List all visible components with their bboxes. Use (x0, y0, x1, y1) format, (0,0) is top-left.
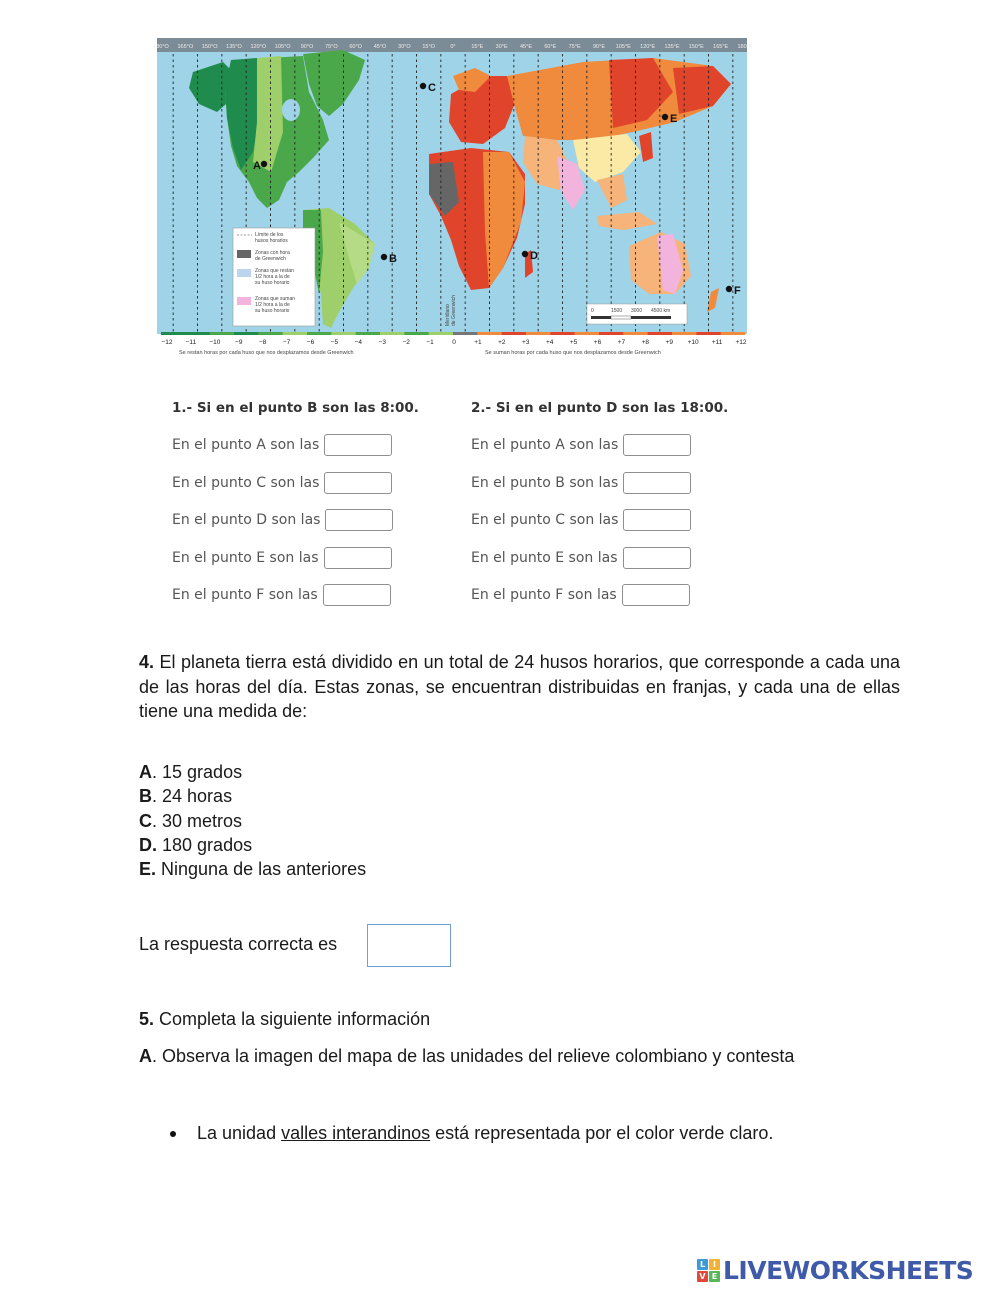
logo-cell: V (697, 1271, 708, 1282)
exercise-2-row-label: En el punto B son las (471, 474, 619, 491)
zone-strip-segment (648, 332, 673, 335)
exercise-1-row (172, 582, 419, 608)
map-scale (587, 304, 687, 324)
degree-label: 120°E (640, 44, 656, 50)
exercise-1-row-label: En el punto E son las (172, 549, 319, 566)
zone-strip-segment (526, 332, 551, 335)
map-footer-left: Se restan horas por cada huso que nos desplazamos desde Greenwich (179, 350, 354, 356)
time-zone-map (153, 32, 753, 364)
part-a-letter: A (139, 1046, 152, 1066)
degree-label: 105°O (274, 44, 291, 50)
degree-label: 30°O (398, 44, 411, 50)
hudson-bay (282, 99, 300, 121)
zone-number: +3 (522, 339, 530, 346)
question-5-number: 5. (139, 1009, 155, 1029)
exercise-2-row (471, 507, 728, 533)
zone-numbers (161, 339, 746, 346)
point-f-label: F (734, 285, 741, 297)
option-a (139, 760, 366, 784)
exercise-2-answer-input[interactable] (622, 584, 690, 606)
bullet-underlined: valles interandinos (281, 1123, 431, 1143)
exercise-1-row (172, 507, 419, 533)
exercise-1-answer-input[interactable] (324, 472, 392, 494)
logo-cell: E (709, 1271, 720, 1282)
zone-strip-segment (477, 332, 502, 335)
exercise-1-rows (172, 432, 419, 608)
zone-number: +2 (498, 339, 506, 346)
zone-number: −12 (161, 339, 173, 346)
exercise-2-row-label: En el punto E son las (471, 549, 618, 566)
option-letter: A (139, 762, 152, 782)
zone-strip-segment (307, 332, 332, 335)
zone-number: −4 (354, 339, 363, 346)
zone-number: −8 (258, 339, 267, 346)
exercise-1-row-label: En el punto C son las (172, 474, 320, 491)
exercise-1-row-label: En el punto D son las (172, 512, 321, 528)
map-legend (233, 228, 315, 326)
zone-number: +7 (617, 339, 626, 346)
zone-number: +6 (593, 339, 602, 346)
zone-number: +10 (687, 339, 699, 346)
zone-number: +1 (474, 339, 482, 346)
zone-strip-segment (599, 332, 624, 335)
logo-mark (697, 1259, 720, 1282)
scale-label-2: 3000 (631, 308, 643, 314)
zone-strip-segment (623, 332, 648, 335)
degree-label: 90°O (300, 44, 314, 50)
zone-strip-segment (502, 332, 527, 335)
point-d-dot (522, 251, 528, 257)
question-5-title (139, 1007, 430, 1032)
legend-border-title-2: husos horarios (255, 238, 288, 244)
option-b (139, 784, 366, 808)
bullet-suffix: está representada por el color verde claro. (430, 1123, 774, 1143)
exercise-1-row (172, 545, 419, 571)
degree-label: 165°E (713, 44, 729, 50)
point-c-dot (420, 83, 426, 89)
zone-strip-segment (380, 332, 405, 335)
legend-gmt-line-1: Zonas con hora (255, 250, 290, 256)
logo-cell: L (697, 1259, 708, 1270)
zone-strip-segment (696, 332, 721, 335)
degree-label: 165°O (177, 44, 194, 50)
zone-number: +5 (569, 339, 578, 346)
option-sep: . (152, 762, 163, 782)
point-e-label: E (670, 113, 678, 125)
degree-label: 75°O (325, 44, 338, 50)
time-zone-map-svg (153, 32, 753, 364)
zone-strip-segment (404, 332, 429, 335)
option-c (139, 809, 366, 833)
exercise-1-answer-input[interactable] (324, 547, 392, 569)
logo-cell: I (709, 1259, 720, 1270)
exercise-1-answer-input[interactable] (324, 434, 392, 456)
zone-number: −9 (235, 339, 243, 346)
answer-input[interactable] (367, 924, 451, 967)
degree-label: 15°E (471, 44, 484, 50)
answer-label: La respuesta correcta es (139, 934, 338, 954)
option-sep: . (152, 786, 163, 807)
zone-number: −6 (306, 339, 315, 346)
option-letter: D. (139, 834, 157, 855)
zone-number: 0 (452, 339, 456, 346)
option-d (139, 833, 366, 857)
exercise-2-row-label: En el punto A son las (471, 437, 619, 453)
exercise-2-row (471, 432, 728, 458)
bullet-item (197, 1121, 773, 1146)
zone-strip-segment (185, 332, 210, 335)
degree-label: 150°E (688, 44, 704, 50)
scale-label-3: 4500 km (651, 308, 671, 314)
zone-color-strip (161, 332, 745, 335)
zone-strip-segment (672, 332, 697, 335)
degree-label: 90°E (593, 44, 605, 50)
zone-strip-segment (283, 332, 308, 335)
exercise-1-title: 1.- Si en el punto B son las 8:00. (172, 400, 419, 416)
option-sep: . (152, 810, 163, 831)
zone-number: −11 (185, 339, 197, 346)
degree-label: 120°O (250, 44, 267, 50)
degree-label: 15°O (422, 44, 435, 50)
exercise-2-answer-input[interactable] (623, 434, 691, 456)
exercise-2-row (471, 470, 728, 496)
meridian-label-1: Meridiano (445, 304, 451, 326)
meridian-label-2: de Greenwich (451, 295, 457, 326)
degree-label: 180°O (153, 44, 169, 50)
option-text: 15 grados (162, 762, 243, 782)
legend-border-title-1: Límite de los (255, 232, 284, 238)
degree-label: 60°O (349, 44, 362, 50)
point-d-label: D (530, 250, 538, 262)
degree-label: 180°E (737, 44, 753, 50)
zone-strip-segment (234, 332, 259, 335)
zone-number: +8 (641, 339, 650, 346)
zone-strip-segment (258, 332, 283, 335)
legend-plus-line-3: su huso horario (255, 308, 290, 314)
option-letter: C (139, 810, 152, 831)
exercise-2-rows (471, 432, 728, 608)
question-5-part-a (139, 1044, 794, 1069)
zone-number: −5 (330, 339, 339, 346)
map-footer-right: Se suman horas por cada huso que nos desplazamos desde Greenwich (485, 350, 661, 356)
option-text: Ninguna de las anteriores (161, 859, 367, 880)
question-4-text (139, 650, 900, 724)
exercise-1-row-label: En el punto F son las (172, 587, 318, 603)
zone-number: −7 (282, 339, 291, 346)
exercise-2-row (471, 582, 728, 608)
exercise-1-row-label: En el punto A son las (172, 437, 320, 453)
degree-label: 105°E (615, 44, 631, 50)
part-a-text: . Observa la imagen del mapa de las unidades del relieve colombiano y contesta (152, 1046, 795, 1066)
degree-label: 75°E (568, 44, 581, 50)
zone-number: −10 (209, 339, 221, 346)
zone-number: −1 (426, 339, 434, 346)
option-text: 180 grados (162, 834, 253, 855)
legend-minus-line-3: su huso horario (255, 280, 290, 286)
scale-label-0: 0 (591, 308, 594, 314)
degree-label: 150°O (201, 44, 218, 50)
exercise-1-answer-input[interactable] (325, 509, 393, 531)
exercise-1-row (172, 432, 419, 458)
exercise-1-row (172, 470, 419, 496)
point-b-label: B (389, 253, 397, 265)
zone-strip-segment (453, 332, 478, 335)
option-letter: E. (139, 859, 157, 880)
option-letter: B (139, 786, 152, 807)
legend-plus-line-1: Zonas que suman (255, 296, 296, 302)
zone-strip-segment (161, 332, 186, 335)
zone-number: +4 (545, 339, 554, 346)
point-c-label: C (428, 82, 436, 94)
point-e-dot (662, 114, 668, 120)
exercise-2-row-label: En el punto C son las (471, 512, 619, 528)
zone-number: +11 (711, 339, 723, 346)
option-e (139, 857, 366, 881)
degree-label: 0° (450, 44, 456, 50)
zone-number: +12 (735, 339, 747, 346)
zone-strip-segment (210, 332, 235, 335)
legend-minus-line-2: 1/2 hora a la de (255, 274, 290, 280)
legend-plus-line-2: 1/2 hora a la de (255, 302, 290, 308)
point-a-dot (261, 161, 267, 167)
bullet-dot (170, 1131, 176, 1137)
zone-strip-segment (575, 332, 600, 335)
zone-strip-segment (356, 332, 381, 335)
question-4-number: 4. (139, 652, 155, 672)
option-text: 30 metros (162, 810, 243, 831)
zone-number: −2 (402, 339, 410, 346)
bullet-prefix: La unidad (197, 1123, 282, 1143)
exercise-1 (172, 400, 419, 608)
question-4-body: El planeta tierra está dividido en un total de 24 husos horarios, que corresponde a cada una de las horas del día. Estas zonas, se encuentran distribuidas en franjas, y cada una de ellas tiene una medida de: (139, 652, 900, 721)
point-f-dot (726, 286, 732, 292)
zone-strip-segment (550, 332, 575, 335)
question-5-title-text: Completa la siguiente información (159, 1009, 431, 1029)
zone-strip-segment (331, 332, 356, 335)
degree-label: 135°E (664, 44, 680, 50)
legend-minus-line-1: Zonas que restan (255, 268, 294, 274)
zone-number: +9 (665, 339, 673, 346)
exercise-2-row-label: En el punto F son las (471, 587, 617, 603)
exercise-2 (471, 400, 728, 608)
zone-strip-segment (429, 332, 454, 335)
exercise-2-title: 2.- Si en el punto D son las 18:00. (471, 400, 729, 416)
degree-label: 135°O (226, 44, 242, 50)
scale-label-1: 1500 (611, 308, 623, 314)
exercise-2-row (471, 545, 728, 571)
zone-strip-segment (721, 332, 746, 335)
point-a-label: A (253, 160, 261, 172)
legend-gmt-line-2: de Greenwich (255, 256, 286, 262)
legend-swatch-plus-half (237, 297, 251, 305)
degree-label: 45°O (373, 44, 387, 50)
legend-swatch-gmt (237, 250, 251, 258)
point-b-dot (381, 254, 387, 260)
degree-label: 30°E (495, 44, 508, 50)
logo-wordmark: LIVEWORKSHEETS (723, 1256, 974, 1285)
zone-number: −3 (378, 339, 386, 346)
degree-label: 45°E (520, 44, 532, 50)
exercise-2-answer-input[interactable] (623, 547, 691, 569)
liveworksheets-logo (697, 1256, 973, 1285)
degree-label: 60°E (544, 44, 557, 50)
exercise-2-answer-input[interactable] (623, 472, 691, 494)
legend-swatch-minus-half (237, 269, 251, 277)
exercise-2-answer-input[interactable] (623, 509, 691, 531)
option-text: 24 horas (162, 786, 233, 807)
question-4-options (139, 760, 366, 881)
exercise-1-answer-input[interactable] (323, 584, 391, 606)
